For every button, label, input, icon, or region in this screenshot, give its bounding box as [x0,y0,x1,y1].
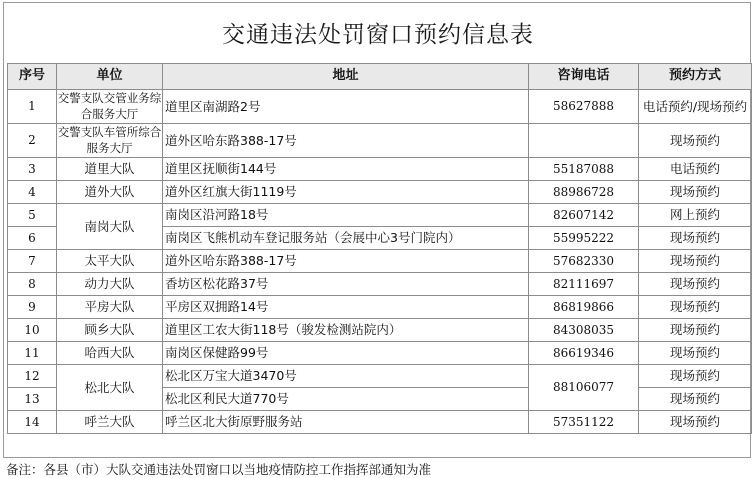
header-no: 序号 [8,64,57,90]
cell-no: 7 [8,250,57,273]
cell-unit: 松北大队 [57,365,163,411]
cell-no: 6 [8,227,57,250]
table-row [8,296,752,319]
cell-no: 8 [8,273,57,296]
table-frame [3,2,751,458]
cell-unit: 动力大队 [57,273,163,296]
table-row [8,365,752,388]
cell-unit: 道外大队 [57,181,163,204]
cell-no: 10 [8,319,57,342]
cell-address: 道里区南湖路2号 [163,90,529,124]
cell-address: 南岗区飞熊机动车登记服务站（会展中心3号门院内） [163,227,529,250]
cell-phone: 82607142 [529,204,639,227]
cell-address: 香坊区松花路37号 [163,273,529,296]
table-row [8,90,752,124]
cell-method: 现场预约 [639,342,752,365]
cell-address: 道外区红旗大街1119号 [163,181,529,204]
cell-address: 道外区哈东路388-17号 [163,124,529,158]
table-row [8,181,752,204]
cell-unit: 平房大队 [57,296,163,319]
cell-method: 现场预约 [639,319,752,342]
table-row [8,273,752,296]
cell-no: 4 [8,181,57,204]
cell-no: 11 [8,342,57,365]
cell-unit: 交警支队交管业务综合服务大厅 [57,90,163,124]
cell-unit: 南岗大队 [57,204,163,250]
header-method: 预约方式 [639,64,752,90]
cell-unit: 太平大队 [57,250,163,273]
cell-method: 现场预约 [639,227,752,250]
header-unit: 单位 [57,64,163,90]
cell-address: 道里区工农大街118号（骏发检测站院内） [163,319,529,342]
cell-unit: 顾乡大队 [57,319,163,342]
cell-phone: 57682330 [529,250,639,273]
table-row [8,204,752,227]
cell-address: 松北区利民大道770号 [163,388,529,411]
cell-method: 现场预约 [639,273,752,296]
cell-no: 13 [8,388,57,411]
cell-no: 5 [8,204,57,227]
cell-address: 平房区双拥路14号 [163,296,529,319]
cell-phone [529,124,639,158]
cell-method: 现场预约 [639,124,752,158]
header-address: 地址 [163,64,529,90]
cell-method: 现场预约 [639,388,752,411]
footnote: 备注：各县（市）大队交通违法处罚窗口以当地疫情防控工作指挥部通知为准 [6,462,432,477]
cell-address: 松北区万宝大道3470号 [163,365,529,388]
table-header-row [8,64,752,90]
cell-phone: 86819866 [529,296,639,319]
cell-phone: 58627888 [529,90,639,124]
cell-no: 1 [8,90,57,124]
cell-no: 9 [8,296,57,319]
cell-no: 14 [8,411,57,434]
cell-method: 电话预约/现场预约 [639,90,752,124]
cell-unit: 交警支队车管所综合服务大厅 [57,124,163,158]
cell-phone: 55995222 [529,227,639,250]
cell-phone: 55187088 [529,158,639,181]
cell-phone: 84308035 [529,319,639,342]
cell-method: 现场预约 [639,250,752,273]
cell-address: 南岗区保健路99号 [163,342,529,365]
appointment-table [7,63,752,434]
cell-method: 电话预约 [639,158,752,181]
cell-phone: 86619346 [529,342,639,365]
table-row [8,411,752,434]
page-title: 交通违法处罚窗口预约信息表 [222,21,534,48]
cell-unit: 呼兰大队 [57,411,163,434]
cell-unit: 道里大队 [57,158,163,181]
cell-no: 12 [8,365,57,388]
cell-phone: 82111697 [529,273,639,296]
cell-address: 呼兰区北大街原野服务站 [163,411,529,434]
table-row [8,250,752,273]
cell-phone: 88986728 [529,181,639,204]
cell-method: 现场预约 [639,365,752,388]
cell-phone: 88106077 [529,365,639,411]
table-row [8,319,752,342]
cell-phone: 57351122 [529,411,639,434]
cell-address: 南岗区沿河路18号 [163,204,529,227]
header-phone: 咨询电话 [529,64,639,90]
cell-method: 现场预约 [639,181,752,204]
cell-unit: 哈西大队 [57,342,163,365]
cell-method: 现场预约 [639,411,752,434]
table-row [8,158,752,181]
cell-method: 网上预约 [639,204,752,227]
cell-address: 道外区哈东路388-17号 [163,250,529,273]
cell-address: 道里区抚顺街144号 [163,158,529,181]
table-row [8,342,752,365]
table-row [8,124,752,158]
cell-method: 现场预约 [639,296,752,319]
cell-no: 3 [8,158,57,181]
cell-no: 2 [8,124,57,158]
